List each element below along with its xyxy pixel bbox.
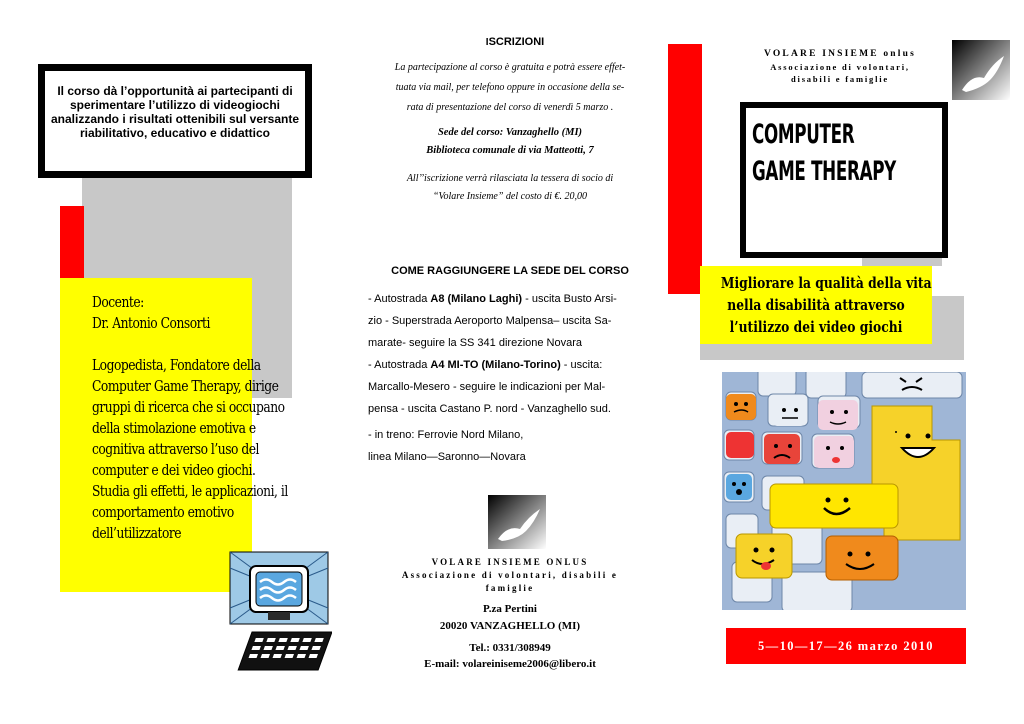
- computer-clipart-icon: [228, 548, 332, 676]
- iscrizioni-text: [360, 58, 660, 118]
- org-name-right: VOLARE INSIEME onlus: [763, 49, 917, 59]
- docente-line: comportamento emotivo: [92, 503, 234, 521]
- iscrizioni-line: tuata via mail, per telefono oppure in occasione della se-: [395, 82, 625, 93]
- route-line: - in treno: Ferrovie Nord Milano,: [368, 429, 524, 441]
- route-line: Marcallo-Mesero - seguire le indicazioni per Mal-: [368, 381, 606, 393]
- docente-line: computer e dei video giochi.: [92, 461, 256, 479]
- docente-line: gruppi di ricerca che si occupano: [92, 398, 285, 416]
- docente-line: Studia gli effetti, le applicazioni, il: [92, 482, 288, 500]
- right-red-block: [668, 44, 702, 294]
- org-desc-middle-1: Associazione di volontari, disabili e: [401, 570, 619, 580]
- sede-block: [360, 124, 660, 160]
- org-desc-right-1: Associazione di volontari,: [770, 62, 910, 72]
- title-line-1: COMPUTER: [752, 119, 855, 150]
- org-name-middle: VOLARE INSIEME ONLUS: [431, 557, 589, 567]
- docente-line: della stimolazione emotiva e: [92, 419, 256, 437]
- title-line-2: GAME THERAPY: [752, 156, 897, 187]
- phone: Tel.: 0331/308949: [469, 642, 551, 654]
- sede-line: Biblioteca comunale di via Matteotti, 7: [426, 145, 594, 156]
- tessera-block: [360, 170, 660, 206]
- iscrizioni-title: [380, 35, 650, 50]
- iscrizioni-title-cap: I: [485, 37, 489, 48]
- org-desc-right-2: disabili e famiglie: [791, 74, 889, 84]
- docente-line: Dr. Antonio Consorti: [92, 314, 210, 332]
- left-red-block: [60, 206, 84, 278]
- subtitle-line: Migliorare la qualità della vita: [720, 274, 932, 292]
- tessera-line: All’’iscrizione verrà rilasciata la tessera di socio di: [406, 173, 614, 184]
- docente-line: Logopedista, Fondatore della: [92, 356, 261, 374]
- subtitle: [700, 272, 932, 338]
- docente-line: [92, 334, 297, 355]
- docente-bio: [92, 292, 297, 544]
- route-line: - Autostrada A4 MI-TO (Milano-Torino) - uscita:: [368, 359, 603, 371]
- dove-logo-icon: [952, 40, 1010, 100]
- iscrizioni-line: rata di presentazione del corso di venerdì 5 marzo .: [406, 102, 614, 113]
- smiley-keyboard-image: [722, 372, 966, 610]
- iscrizioni-line: La partecipazione al corso è gratuita e potrà essere effet-: [394, 62, 626, 73]
- address-line-2: 20020 VANZAGHELLO (MI): [439, 620, 581, 632]
- docente-line: Docente:: [92, 293, 144, 311]
- come-raggiungere-title: COME RAGGIUNGERE LA SEDE DEL CORSO: [391, 265, 629, 277]
- docente-line: dell’utilizzatore: [92, 524, 182, 542]
- address-line-1: P.za Pertini: [483, 603, 537, 615]
- org-desc-middle-2: famiglie: [485, 583, 535, 593]
- email: E-mail: volareiniseme2006@libero.it: [424, 658, 596, 670]
- route-line: pensa - uscita Castano P. nord - Vanzaghello sud.: [368, 403, 611, 415]
- intro-text: Il corso dà l’opportunità ai partecipanti di sperimentare l’utilizzo di videogiochi analizzando i risultati ottenibili sul versante riabilitativo, educativo e didattico: [50, 84, 300, 140]
- sede-line: Sede del corso: Vanzaghello (MI): [437, 127, 583, 138]
- subtitle-line: l’utilizzo dei video giochi: [729, 318, 903, 336]
- route-line: marate- seguire la SS 341 direzione Novara: [368, 337, 583, 349]
- main-title: [752, 116, 957, 190]
- route-line: linea Milano—Saronno—Novara: [368, 451, 526, 463]
- course-dates: 5—10—17—26 marzo 2010: [726, 628, 966, 664]
- route-line: - Autostrada A8 (Milano Laghi) - uscita Busto Arsi-: [368, 293, 617, 305]
- subtitle-line: nella disabilità attraverso: [727, 296, 905, 314]
- iscrizioni-title-rest: SCRIZIONI: [488, 36, 545, 48]
- route-line: zio - Superstrada Aeroporto Malpensa– uscita Sa-: [368, 315, 612, 327]
- docente-line: Computer Game Therapy, dirige: [92, 377, 279, 395]
- tessera-line: “Volare Insieme” del costo di €. 20,00: [432, 191, 588, 202]
- route-directions: [368, 288, 658, 468]
- docente-line: cognitiva attraverso l’uso del: [92, 440, 259, 458]
- dove-logo-icon: [488, 495, 546, 549]
